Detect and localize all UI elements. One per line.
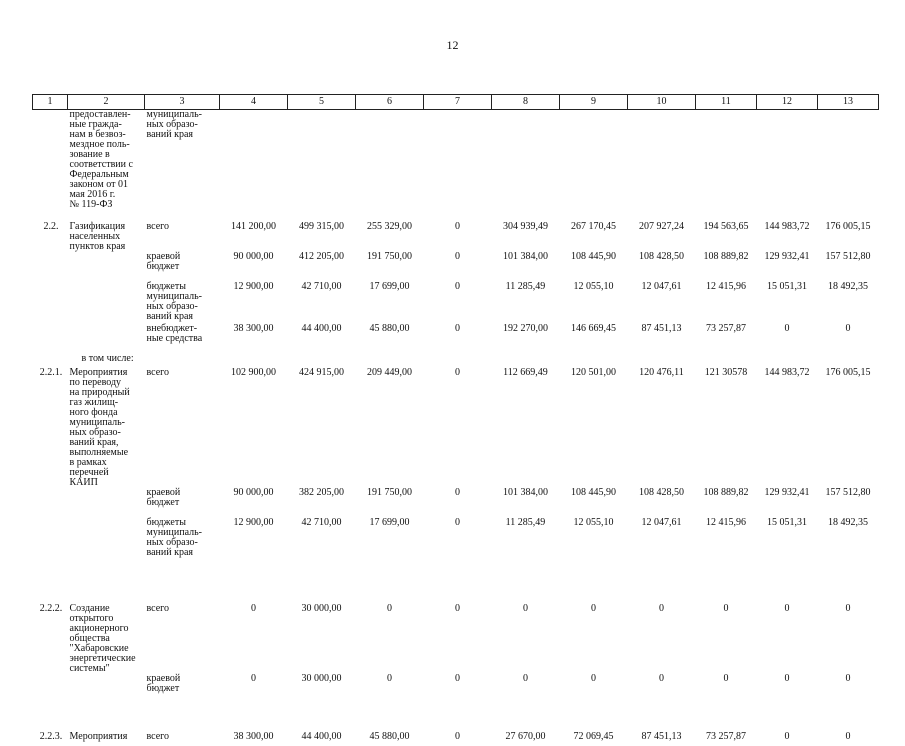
value-cell: 12 047,61 [641, 516, 682, 528]
header-cell: 4 [220, 95, 288, 110]
funding-source: всего [146, 366, 170, 378]
header-cell: 2 [68, 95, 145, 110]
value-cell: 0 [455, 220, 460, 232]
measure-name: предоставлен- ные гражда- нам в безвоз- мездное поль- зование в соответствии с Федеральным законом от 01 мая 2016 г. № 119-ФЗ [69, 109, 133, 210]
value-cell: 0 [455, 486, 460, 498]
value-cell: 12 900,00 [233, 280, 274, 292]
value-cell: 424 915,00 [299, 366, 344, 378]
value-cell: 255 329,00 [367, 220, 412, 232]
row-code [33, 488, 68, 518]
value-cell: 73 257,87 [706, 730, 746, 742]
row-code [33, 354, 68, 368]
value-cell: 120 476,11 [639, 366, 684, 378]
value-cell: 108 445,90 [571, 486, 616, 498]
row-code: 2.2.1. [39, 366, 63, 378]
header-cell: 12 [757, 95, 818, 110]
value-cell: 30 000,00 [301, 602, 342, 614]
table-row [33, 604, 879, 674]
table-row [33, 674, 879, 732]
row-code [33, 324, 68, 354]
table-row [33, 354, 879, 368]
value-cell: 0 [455, 602, 460, 614]
value-cell: 0 [523, 672, 528, 684]
value-cell [560, 354, 628, 368]
value-cell: 0 [845, 730, 851, 742]
table-row [33, 252, 879, 282]
table-row [33, 732, 879, 746]
value-cell [356, 354, 424, 368]
value-cell: 0 [455, 322, 460, 334]
value-cell: 108 428,50 [639, 250, 684, 262]
header-cell: 13 [818, 95, 879, 110]
measure-name [68, 252, 145, 282]
value-cell: 412 205,00 [299, 250, 344, 262]
value-cell: 90 000,00 [233, 486, 274, 498]
value-cell [818, 354, 879, 368]
measure-name [68, 324, 145, 354]
header-cell: 9 [560, 95, 628, 110]
value-cell: 0 [591, 672, 596, 684]
value-cell: 0 [455, 516, 460, 528]
value-cell: 304 939,49 [503, 220, 548, 232]
value-cell: 382 205,00 [299, 486, 344, 498]
header-cell: 5 [288, 95, 356, 110]
value-cell: 15 051,31 [767, 516, 807, 528]
value-cell: 157 512,80 [825, 250, 871, 262]
funding-source: всего [146, 730, 170, 742]
value-cell: 146 669,45 [571, 322, 616, 334]
value-cell: 0 [455, 366, 460, 378]
value-cell: 72 069,45 [573, 730, 614, 742]
value-cell: 0 [387, 672, 392, 684]
value-cell [757, 354, 818, 368]
measure-name [68, 518, 145, 604]
header-cell: 6 [356, 95, 424, 110]
value-cell: 108 889,82 [703, 486, 749, 498]
measure-name: Создание открытого акционерного общества "Хабаровские энергетические системы" [69, 602, 136, 674]
funding-source: краевой бюджет [146, 486, 181, 508]
value-cell: 0 [845, 672, 851, 684]
value-cell: 209 449,00 [367, 366, 412, 378]
value-cell: 0 [723, 602, 729, 614]
value-cell: 73 257,87 [706, 322, 746, 334]
table-row [33, 282, 879, 324]
value-cell: 129 932,41 [764, 486, 810, 498]
value-cell: 42 710,00 [301, 280, 342, 292]
value-cell: 176 005,15 [825, 366, 871, 378]
funding-source: краевой бюджет [146, 250, 181, 272]
row-code: 2.2.2. [39, 602, 63, 614]
value-cell: 0 [845, 322, 851, 334]
value-cell: 18 492,35 [828, 280, 868, 292]
value-cell: 102 900,00 [231, 366, 276, 378]
value-cell: 0 [784, 602, 790, 614]
table-row [33, 324, 879, 354]
value-cell: 112 669,49 [503, 366, 548, 378]
value-cell: 207 927,24 [639, 220, 684, 232]
value-cell: 0 [659, 602, 664, 614]
value-cell: 108 889,82 [703, 250, 749, 262]
value-cell: 157 512,80 [825, 486, 871, 498]
funding-source: всего [146, 220, 170, 232]
value-cell: 192 270,00 [503, 322, 548, 334]
value-cell: 108 428,50 [639, 486, 684, 498]
value-cell: 0 [455, 672, 460, 684]
header-cell: 7 [424, 95, 492, 110]
value-cell: 0 [845, 602, 851, 614]
value-cell: 0 [723, 672, 729, 684]
table-header [33, 95, 879, 110]
row-code: 2.2.3. [39, 730, 63, 742]
value-cell: 0 [523, 602, 528, 614]
value-cell: 0 [455, 730, 460, 742]
value-cell: 144 983,72 [764, 220, 810, 232]
value-cell: 12 047,61 [641, 280, 682, 292]
value-cell [220, 354, 288, 368]
value-cell: 0 [784, 322, 790, 334]
value-cell: 0 [784, 730, 790, 742]
value-cell: 45 880,00 [369, 322, 410, 334]
value-cell: 15 051,31 [767, 280, 807, 292]
row-code [33, 674, 68, 732]
value-cell: 42 710,00 [301, 516, 342, 528]
value-cell: 0 [659, 672, 664, 684]
value-cell [424, 354, 492, 368]
page-number: 12 [446, 38, 459, 52]
value-cell: 17 699,00 [369, 516, 410, 528]
value-cell: 44 400,00 [301, 322, 342, 334]
value-cell: 101 384,00 [503, 486, 548, 498]
value-cell: 27 670,00 [505, 730, 546, 742]
value-cell: 87 451,13 [641, 322, 682, 334]
value-cell: 141 200,00 [231, 220, 276, 232]
funding-source: бюджеты муниципаль- ных образо- ваний края [146, 280, 202, 322]
value-cell: 101 384,00 [503, 250, 548, 262]
measure-name [68, 488, 145, 518]
value-cell: 18 492,35 [828, 516, 868, 528]
value-cell [492, 354, 560, 368]
value-cell: 0 [784, 672, 790, 684]
value-cell [696, 354, 757, 368]
header-cell: 3 [145, 95, 220, 110]
table-body [33, 110, 879, 746]
table-row [33, 518, 879, 604]
measure-name [68, 282, 145, 324]
row-code [33, 518, 68, 604]
header-cell: 10 [628, 95, 696, 110]
including-label: в том числе: [81, 352, 134, 364]
value-cell: 12 055,10 [573, 280, 614, 292]
table-row [33, 488, 879, 518]
table-row [33, 222, 879, 252]
value-cell: 121 30578 [704, 366, 748, 378]
value-cell: 267 170,45 [571, 220, 616, 232]
header-cell: 11 [696, 95, 757, 110]
value-cell: 11 285,49 [505, 280, 546, 292]
value-cell: 0 [251, 672, 256, 684]
value-cell: 38 300,00 [233, 730, 274, 742]
value-cell: 12 055,10 [573, 516, 614, 528]
value-cell: 176 005,15 [825, 220, 871, 232]
value-cell: 144 983,72 [764, 366, 810, 378]
value-cell: 0 [387, 602, 392, 614]
measure-name: Мероприятия по переводу на природный газ жилищ- ного фонда муниципаль- ных образо- ваний края, выполняемые в рамках перечней КАИП [69, 366, 130, 488]
value-cell: 11 285,49 [505, 516, 546, 528]
measure-name: Мероприятия [69, 730, 128, 742]
value-cell: 129 932,41 [764, 250, 810, 262]
value-cell: 191 750,00 [367, 486, 412, 498]
table-row [33, 110, 879, 222]
value-cell: 30 000,00 [301, 672, 342, 684]
value-cell: 17 699,00 [369, 280, 410, 292]
measure-name: Газификация населенных пунктов края [69, 220, 126, 252]
value-cell [628, 354, 696, 368]
value-cell: 120 501,00 [571, 366, 616, 378]
value-cell [288, 354, 356, 368]
row-code [33, 252, 68, 282]
budget-table [32, 94, 879, 746]
value-cell: 44 400,00 [301, 730, 342, 742]
value-cell: 12 415,96 [706, 516, 746, 528]
value-cell: 0 [455, 280, 460, 292]
value-cell: 12 900,00 [233, 516, 274, 528]
table-row [33, 368, 879, 488]
value-cell: 0 [455, 250, 460, 262]
funding-source: всего [146, 602, 170, 614]
value-cell: 38 300,00 [233, 322, 274, 334]
funding-source: внебюджет- ные средства [146, 322, 203, 344]
value-cell: 45 880,00 [369, 730, 410, 742]
value-cell: 0 [591, 602, 596, 614]
value-cell: 0 [251, 602, 256, 614]
value-cell: 194 563,65 [703, 220, 749, 232]
value-cell: 499 315,00 [299, 220, 344, 232]
header-cell: 8 [492, 95, 560, 110]
row-code: 2.2. [43, 220, 59, 232]
value-cell: 87 451,13 [641, 730, 682, 742]
value-cell: 90 000,00 [233, 250, 274, 262]
funding-source: краевой бюджет [146, 672, 181, 694]
header-cell: 1 [33, 95, 68, 110]
value-cell: 191 750,00 [367, 250, 412, 262]
row-code [33, 282, 68, 324]
funding-source: бюджеты муниципаль- ных образо- ваний края [146, 516, 202, 558]
funding-source: муниципаль- ных образо- ваний края [146, 109, 202, 140]
measure-name [68, 674, 145, 732]
value-cell: 12 415,96 [706, 280, 746, 292]
value-cell: 108 445,90 [571, 250, 616, 262]
